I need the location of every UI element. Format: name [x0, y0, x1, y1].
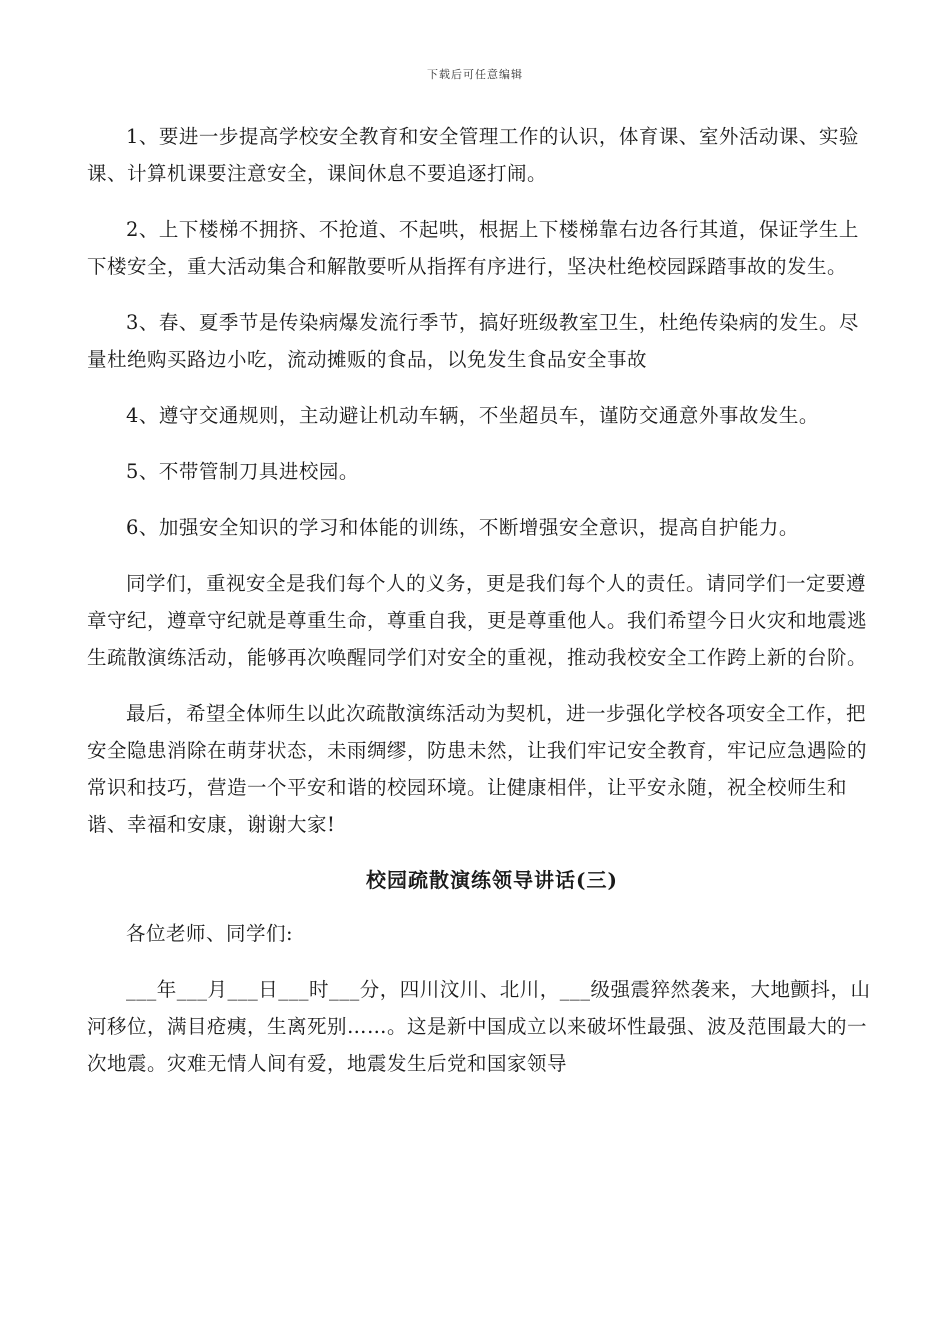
- paragraph-6: 6、加强安全知识的学习和体能的训练，不断增强安全意识，提高自护能力。: [126, 516, 799, 539]
- paragraph-8: 最后，希望全体师生以此次疏散演练活动为契机，进一步强化学校各项安全工作，把安全隐患消除在萌芽状态，未雨绸缪，防患未然，让我们牢记安全教育，牢记应急遇险的常识和技巧，营造一个平安和谐的校园环境。让健康相伴，让平安永随，祝全校师生和谐、幸福和安康，谢谢大家!: [87, 702, 868, 836]
- section-body: ___年___月___日___时___分，四川汶川、北川，___级强震猝然袭来，大地颤抖，山河移位，满目疮痍，生离死别……。这是新中国成立以来破坏性最强、波及范围最大的一次地震。灾难无情人间有爱，地震发生后党和国家领导: [87, 978, 871, 1075]
- paragraph-4: 4、遵守交通规则，主动避让机动车辆，不坐超员车，谨防交通意外事故发生。: [126, 404, 819, 427]
- paragraph-1: 1、要进一步提高学校安全教育和安全管理工作的认识，体育课、室外活动课、实验课、计算机课要注意安全，课间休息不要追逐打闹。: [87, 125, 859, 185]
- paragraph-2: 2、上下楼梯不拥挤、不抢道、不起哄，根据上下楼梯靠右边各行其道，保证学生上下楼安全，重大活动集合和解散要听从指挥有序进行，坚决杜绝校园踩踏事故的发生。: [87, 218, 859, 278]
- section-title: 校园疏散演练领导讲话(三): [366, 868, 618, 892]
- paragraph-5: 5、不带管制刀具进校园。: [126, 460, 359, 483]
- header-note: 下载后可任意编辑: [427, 68, 523, 81]
- paragraph-3: 3、春、夏季节是传染病爆发流行季节，搞好班级教室卫生，杜绝传染病的发生。尽量杜绝购买路边小吃，流动摊贩的食品，以免发生食品安全事故: [87, 311, 859, 371]
- greeting: 各位老师、同学们:: [126, 922, 294, 945]
- document-body: [87, 118, 877, 1101]
- paragraph-7: 同学们，重视安全是我们每个人的义务，更是我们每个人的责任。请同学们一定要遵章守纪，遵章守纪就是尊重生命，尊重自我，更是尊重他人。我们希望今日火灾和地震逃生疏散演练活动，能够再次唤醒同学们对安全的重视，推动我校安全工作跨上新的台阶。: [87, 572, 868, 669]
